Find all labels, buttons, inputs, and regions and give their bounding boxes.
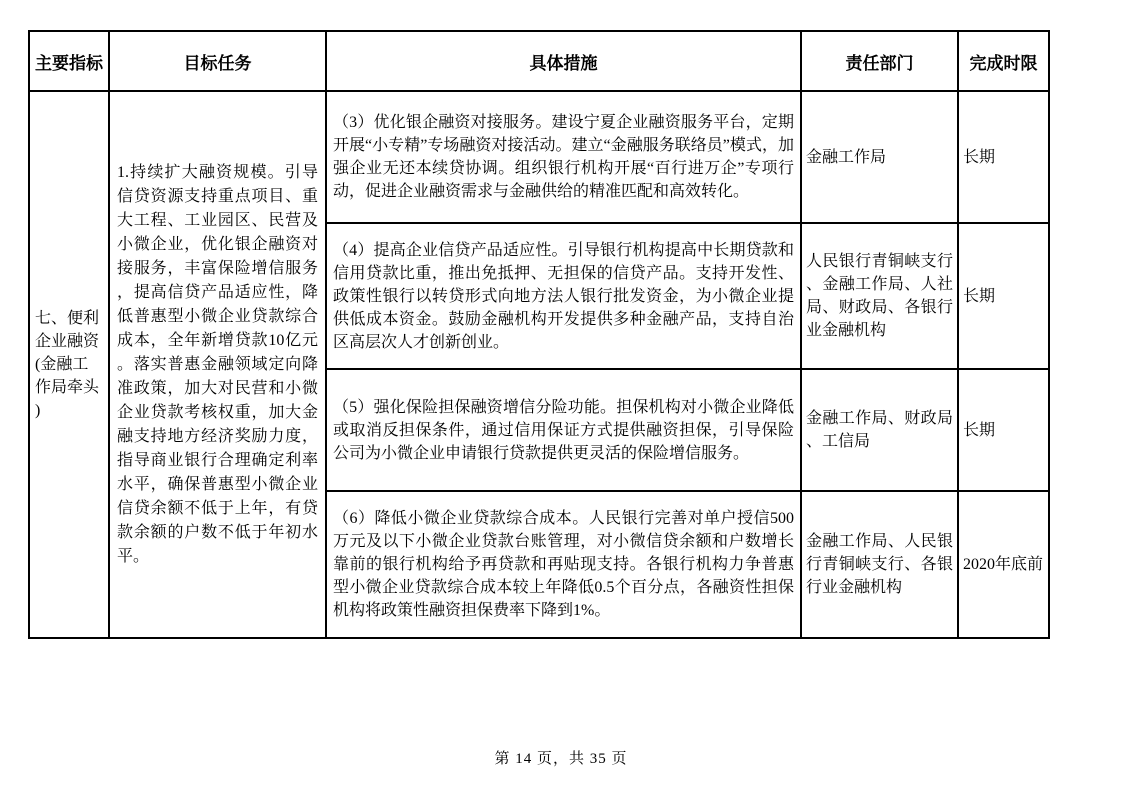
table-header-row [29, 31, 1049, 91]
page-number: 第 14 页，共 35 页 [494, 751, 628, 767]
header-main-indicator: 主要指标 [29, 31, 109, 91]
cell-department-row2: 人民银行青铜峡支行、金融工作局、人社局、财政局、各银行业金融机构 [801, 223, 958, 369]
cell-department-row3: 金融工作局、财政局、工信局 [801, 369, 958, 491]
cell-deadline-row3: 长期 [958, 369, 1049, 491]
action-plan-table [28, 30, 1050, 639]
cell-measure-5: （5）强化保险担保融资增信分险功能。担保机构对小微企业降低或取消反担保条件，通过信用保证方式提供融资担保，引导保险公司为小微企业申请银行贷款提供更灵活的保险增信服务。 [326, 369, 801, 491]
cell-target-task: 1.持续扩大融资规模。引导信贷资源支持重点项目、重大工程、工业园区、民营及小微企业，优化银企融资对接服务，丰富保险增信服务，提高信贷产品适应性，降低普惠型小微企业贷款综合成本，全年新增贷款10亿元。落实普惠金融领域定向降准政策，加大对民营和小微企业贷款考核权重，加大金融支持地方经济奖励力度，指导商业银行合理确定利率水平，确保普惠型小微企业信贷余额不低于上年，有贷款余额的户数不低于年初水平。 [109, 91, 326, 638]
cell-deadline-row4: 2020年底前 [958, 491, 1049, 638]
cell-department-row1: 金融工作局 [801, 91, 958, 223]
cell-main-indicator: 七、便利企业融资(金融工作局牵头) [29, 91, 109, 638]
header-target-task: 目标任务 [109, 31, 326, 91]
cell-measure-4: （4）提高企业信贷产品适应性。引导银行机构提高中长期贷款和信用贷款比重，推出免抵押、无担保的信贷产品。支持开发性、政策性银行以转贷形式向地方法人银行批发资金，为小微企业提供低成本资金。鼓励金融机构开发提供多种金融产品，支持自治区高层次人才创新创业。 [326, 223, 801, 369]
table-row [29, 91, 1049, 223]
cell-measure-3: （3）优化银企融资对接服务。建设宁夏企业融资服务平台，定期开展“小专精”专场融资对接活动。建立“金融服务联络员”模式，加强企业无还本续贷协调。组织银行机构开展“百行进万企”专项行动，促进企业融资需求与金融供给的精准匹配和高效转化。 [326, 91, 801, 223]
cell-department-row4: 金融工作局、人民银行青铜峡支行、各银行业金融机构 [801, 491, 958, 638]
header-responsible-department: 责任部门 [801, 31, 958, 91]
header-specific-measures: 具体措施 [326, 31, 801, 91]
cell-deadline-row2: 长期 [958, 223, 1049, 369]
header-deadline: 完成时限 [958, 31, 1049, 91]
cell-deadline-row1: 长期 [958, 91, 1049, 223]
cell-measure-6: （6）降低小微企业贷款综合成本。人民银行完善对单户授信500万元及以下小微企业贷款台账管理，对小微信贷余额和户数增长靠前的银行机构给予再贷款和再贴现支持。各银行机构力争普惠型小微企业贷款综合成本较上年降低0.5个百分点，各融资性担保机构将政策性融资担保费率下降到1%。 [326, 491, 801, 638]
